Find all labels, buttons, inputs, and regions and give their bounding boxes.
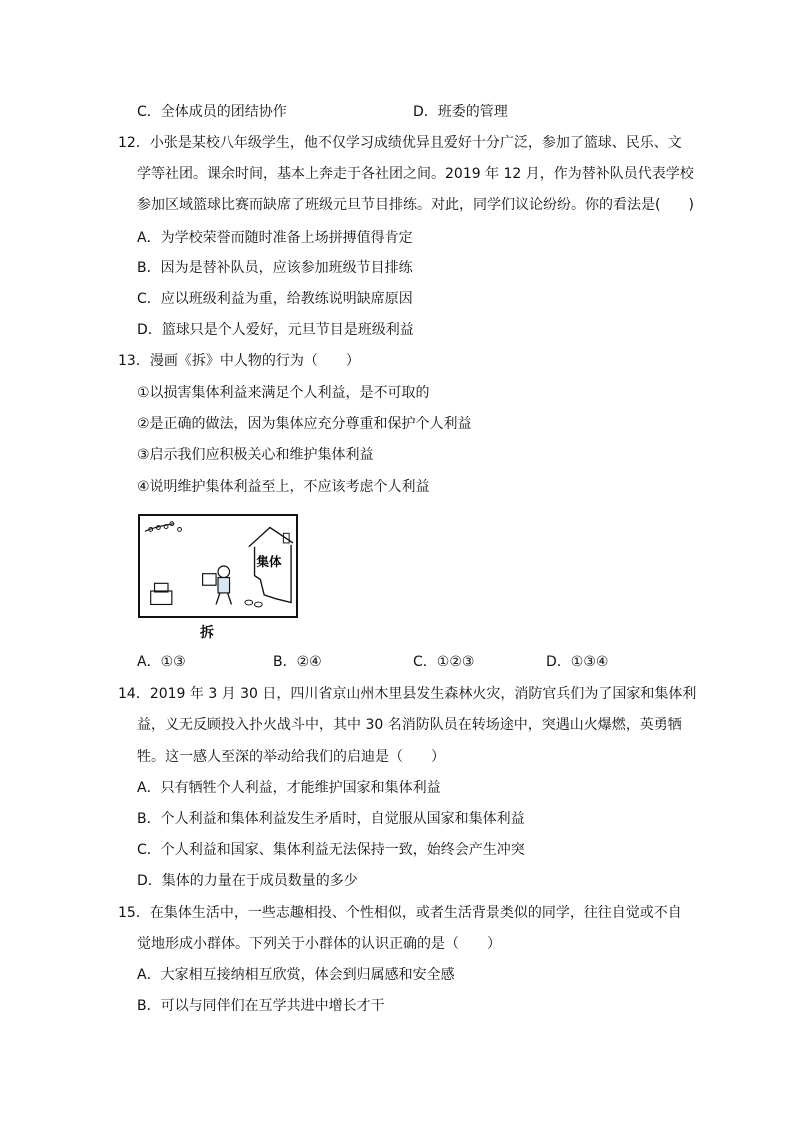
q13-stem: 13．漫画《拆》中人物的行为（ ） — [118, 353, 360, 369]
q13-option-a: A．①③ — [137, 654, 186, 670]
q12-stem-line-2: 学等社团。课余时间，基本上奔走于各社团之间。2019 年 12 月，作为替补队员代表学校 — [137, 166, 694, 182]
house-label: 集体 — [256, 554, 282, 569]
house-roof — [249, 528, 293, 547]
q14-stem-line-3: 牲。这一感人至深的举动给我们的启迪是（ ） — [137, 749, 445, 765]
q12-option-d: D．篮球只是个人爱好，元旦节目是班级利益 — [137, 322, 414, 338]
q12-option-a: A．为学校荣誉而随时准备上场拼搏值得肯定 — [137, 230, 413, 246]
q14-stem-line-1: 14．2019 年 3 月 30 日，四川省京山州木里县发生森林火灾，消防官兵们为了国家和集体利 — [118, 686, 697, 702]
q15-option-b: B．可以与同伴们在互学共进中增长才干 — [137, 998, 385, 1014]
q13-option-d: D．①③④ — [546, 654, 609, 670]
q13-item-4: ④说明维护集体利益至上，不应该考虑个人利益 — [137, 479, 430, 495]
q13-item-3: ③启示我们应积极关心和维护集体利益 — [137, 447, 374, 463]
q15-stem-line-1: 15．在集体生活中，一些志趣相投、个性相似，或者生活背景类似的同学，往往自觉或不自 — [118, 905, 682, 921]
person-body — [218, 578, 230, 593]
cartoon-drawing — [140, 516, 296, 616]
q15-option-a: A．大家相互接纳相互欣赏，体会到归属感和安全感 — [137, 967, 455, 983]
person-head — [218, 566, 230, 578]
stone — [255, 602, 263, 607]
q14-option-b: B．个人利益和集体利益发生矛盾时，自觉服从国家和集体利益 — [137, 811, 525, 827]
person-leg — [216, 593, 220, 605]
cartoon-caption: 拆 — [200, 625, 214, 641]
q12-option-b: B．因为是替补队员，应该参加班级节目排练 — [137, 260, 413, 276]
q13-option-b: B．②④ — [273, 654, 322, 670]
q15-stem-line-2: 觉地形成小群体。下列关于小群体的认识正确的是（ ） — [137, 936, 501, 952]
q14-option-d: D．集体的力量在于成员数量的多少 — [137, 873, 358, 889]
q14-option-a: A．只有牺牲个人利益，才能维护国家和集体利益 — [137, 780, 441, 796]
q12-stem-line-1: 12．小张是某校八年级学生，他不仅学习成绩优异且爱好十分广泛，参加了篮球、民乐、文 — [118, 135, 682, 151]
brick-pile — [151, 591, 172, 604]
q13-item-2: ②是正确的做法，因为集体应充分尊重和保护个人利益 — [137, 416, 472, 432]
q12-option-c: C．应以班级利益为重，给教练说明缺席原因 — [137, 291, 413, 307]
q13-option-c: C．①②③ — [413, 654, 475, 670]
q14-stem-line-2: 益，义无反顾投入扑火战斗中，其中 30 名消防队员在转场途中，突遇山火爆燃，英勇牺 — [137, 717, 682, 733]
q14-option-c: C．个人利益和国家、集体利益无法保持一致，始终会产生冲突 — [137, 842, 525, 858]
person-leg — [228, 593, 232, 605]
q12-stem-line-3: 参加区域篮球比赛而缺席了班级元旦节目排练。对此，同学们议论纷纷。你的看法是( ) — [137, 197, 694, 213]
cartoon-chai-illustration — [138, 514, 298, 618]
stone — [245, 600, 253, 605]
q11-option-d: D．班委的管理 — [413, 104, 508, 120]
carried-brick — [203, 574, 216, 586]
blossom — [178, 528, 182, 532]
q11-option-c: C．全体成员的团结协作 — [137, 104, 287, 120]
q13-item-1: ①以损害集体利益来满足个人利益，是不可取的 — [137, 385, 430, 401]
